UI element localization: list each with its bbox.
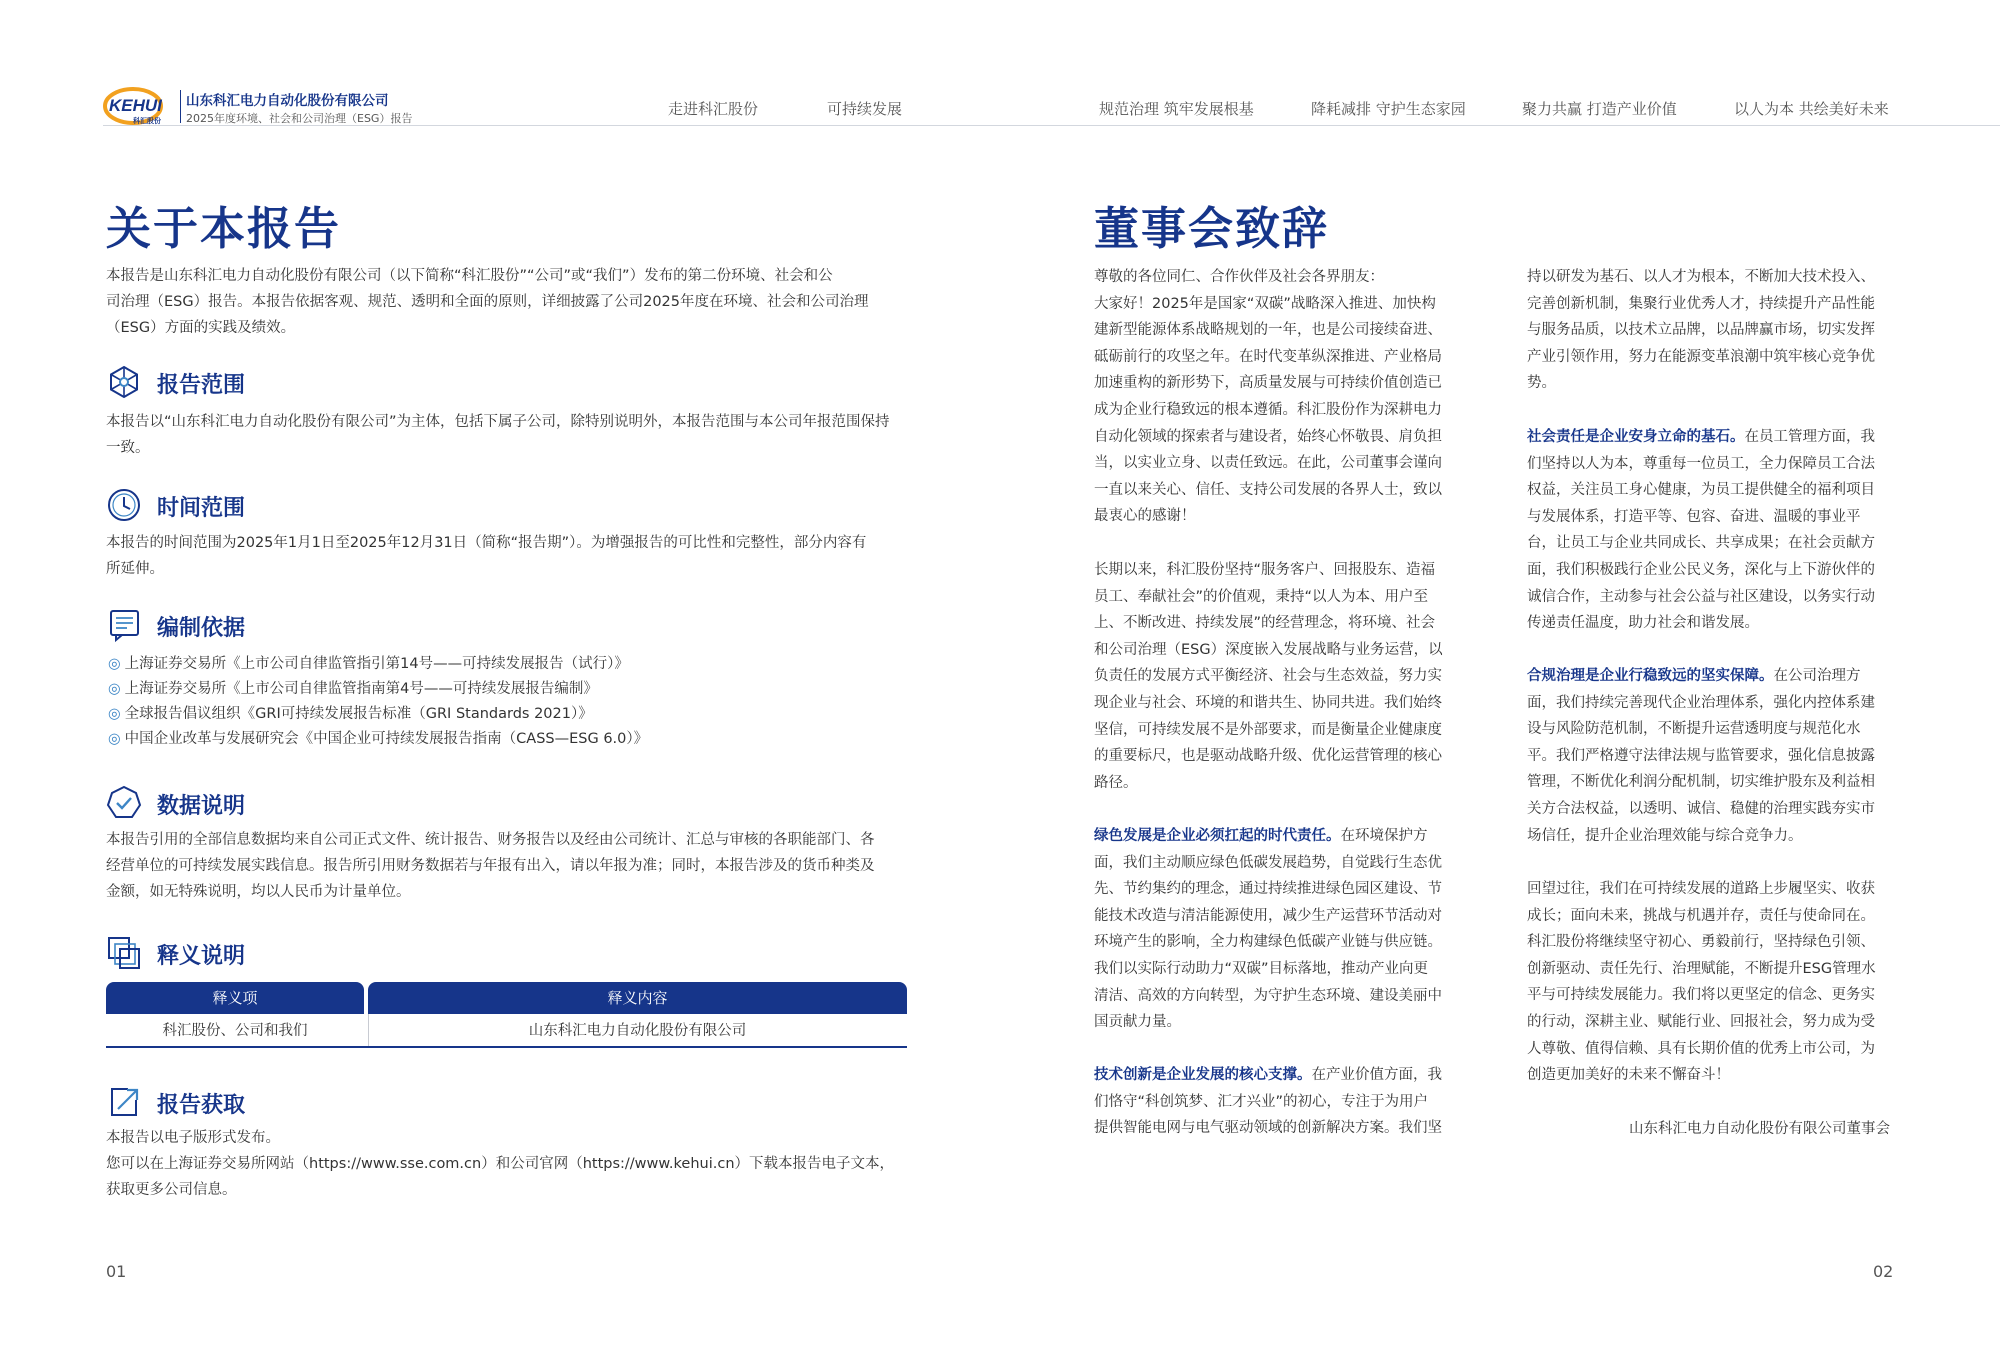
text-line: 面，我们积极践行企业公民义务，深化与上下游伙伴的: [1527, 561, 1875, 578]
text-line: 科汇股份将继续坚守初心、勇毅前行，坚持绿色引领、: [1527, 934, 1875, 951]
text-line: 成长；面向未来，挑战与机遇并存，责任与使命同在。: [1527, 907, 1875, 924]
table-header-definition: 释义内容: [368, 982, 907, 1014]
data-paragraph: [106, 827, 916, 905]
share-icon: [106, 1084, 142, 1120]
ring-bullet-icon: ◎: [108, 731, 121, 747]
definitions-title: 释义说明: [157, 944, 246, 969]
text-line: 建新型能源体系战略规划的一年，也是公司接续奋进、: [1094, 322, 1442, 339]
logo-sub: 科汇股份: [133, 117, 161, 125]
logo-divider: [180, 90, 181, 123]
table-header-term: 释义项: [106, 982, 364, 1014]
text-line: 台，让员工与企业共同成长、共享成果；在社会贡献方: [1527, 535, 1875, 552]
table-cell-term: 科汇股份、公司和我们: [162, 1023, 308, 1039]
text-line: 员工、奉献社会”的价值观，秉持“以人为本、用户至: [1094, 588, 1429, 605]
data-title: 数据说明: [157, 794, 246, 819]
statement-col2-p1: [1527, 264, 1907, 397]
table-bottom-rule: [106, 1046, 907, 1048]
text-line: 权益，关注员工身心健康，为员工提供健全的福利项目: [1527, 482, 1875, 499]
text-line: 面，我们主动顺应绿色低碳发展趋势，自觉践行生态优: [1094, 854, 1442, 871]
text-line: 产业引领作用，努力在能源变革浪潮中筑牢核心竞争优: [1527, 348, 1875, 365]
intro-line: （ESG）方面的实践及绩效。: [106, 320, 296, 336]
access-title: 报告获取: [157, 1093, 246, 1118]
governance-lead: 合规治理是企业行稳致远的坚实保障。: [1527, 668, 1774, 684]
text-line: 最衷心的感谢！: [1094, 508, 1196, 525]
text-line: 坚信，可持续发展不是外部要求，而是衡量企业健康度: [1094, 721, 1442, 738]
text-line: 路径。: [1094, 774, 1138, 791]
nav-industry[interactable]: 聚力共赢 打造产业价值: [1522, 100, 1677, 118]
logo-text: KEHUI: [109, 96, 162, 115]
text-line: 在员工管理方面，我: [1744, 429, 1875, 445]
intro-paragraph: [106, 263, 916, 341]
text-line: 清洁、高效的方向转型，为守护生态环境、建设美丽中: [1094, 987, 1442, 1004]
intro-line: 本报告是山东科汇电力自动化股份有限公司（以下简称“科汇股份”“公司”或“我们”）发布的第二份环境、社会和公: [106, 268, 833, 284]
text-line: 加速重构的新形势下，高质量发展与可持续价值创造已: [1094, 375, 1442, 392]
basis-item: [108, 702, 593, 723]
basis-item: [108, 652, 629, 673]
layers-icon: [106, 935, 142, 971]
green-lead: 绿色发展是企业必须扛起的时代责任。: [1094, 828, 1341, 844]
text-line: 平。我们严格遵守法律法规与监管要求，强化信息披露: [1527, 747, 1875, 764]
statement-col1-p3: [1094, 823, 1474, 1036]
text-line: 传递责任温度，助力社会和谐发展。: [1527, 615, 1759, 632]
nav-sustainability[interactable]: 可持续发展: [827, 100, 903, 118]
data-line: 金额，如无特殊说明，均以人民币为计量单位。: [106, 884, 411, 900]
text-line: 人尊敬、值得信赖、具有长期价值的优秀上市公司，为: [1527, 1040, 1875, 1057]
statement-col1-p1: [1094, 264, 1474, 530]
text-line: 砥砺前行的攻坚之年。在时代变革纵深推进、产业格局: [1094, 348, 1442, 365]
time-line: 所延伸。: [106, 561, 164, 577]
company-title: 山东科汇电力自动化股份有限公司: [186, 93, 389, 109]
basis-item: [108, 677, 598, 698]
time-paragraph: [106, 530, 916, 582]
text-line: 面，我们持续完善现代企业治理体系，强化内控体系建: [1527, 694, 1875, 711]
scope-line: 一致。: [106, 440, 150, 456]
text-line: 能技术改造与清洁能源使用，减少生产运营环节活动对: [1094, 907, 1442, 924]
clock-icon: [106, 487, 142, 523]
text-line: 提供智能电网与电气驱动领域的创新解决方案。我们坚: [1094, 1120, 1442, 1137]
section-access: [106, 1084, 706, 1124]
check-badge-icon: [106, 785, 142, 821]
text-line: 和公司治理（ESG）深度嵌入发展战略与业务运营，以: [1094, 641, 1443, 658]
page-number-right: 02: [1873, 1262, 1894, 1281]
access-line: 获取更多公司信息。: [106, 1182, 237, 1198]
nav-about[interactable]: 走进科汇股份: [668, 100, 759, 118]
time-title: 时间范围: [157, 496, 246, 521]
text-line: 在环境保护方: [1340, 828, 1428, 844]
social-lead: 社会责任是企业安身立命的基石。: [1527, 429, 1745, 445]
page-number-left: 01: [106, 1262, 127, 1281]
text-line: 一直以来关心、信任、支持公司发展的各界人士，致以: [1094, 481, 1442, 498]
access-line[interactable]: 您可以在上海证券交易所网站（https://www.sse.com.cn）和公司官网（https://www.kehui.cn）下载本报告电子文本，: [106, 1156, 895, 1172]
text-line: 国贡献力量。: [1094, 1014, 1181, 1031]
ring-bullet-icon: ◎: [108, 681, 121, 697]
text-line: 现企业与社会、环境的和谐共生、协同共进。我们始终: [1094, 694, 1442, 711]
text-line: 诚信合作，主动参与社会公益与社区建设，以务实行动: [1527, 588, 1875, 605]
text-line: 们坚持以人为本，尊重每一位员工，全力保障员工合法: [1527, 455, 1875, 472]
innovation-lead: 技术创新是企业发展的核心支撑。: [1094, 1067, 1312, 1083]
ring-bullet-icon: ◎: [108, 706, 121, 722]
statement-col2-p2: [1527, 424, 1907, 637]
statement-col1-p2: [1094, 557, 1474, 796]
nav-governance[interactable]: 规范治理 筑牢发展根基: [1099, 100, 1254, 118]
time-line: 本报告的时间范围为2025年1月1日至2025年12月31日（简称“报告期”）。为增强报告的可比性和完整性，部分内容有: [106, 535, 867, 551]
text-line: 当，以实业立身、以责任致远。在此，公司董事会谨向: [1094, 455, 1442, 472]
text-line: 们恪守“科创筑梦、汇才兴业”的初心，专注于为用户: [1094, 1093, 1429, 1110]
text-line: 长期以来，科汇股份坚持“服务客户、回报股东、造福: [1094, 562, 1436, 578]
section-scope: [106, 364, 706, 404]
kehui-logo: [103, 86, 179, 126]
basis-item: [108, 727, 648, 748]
document-icon: [106, 607, 142, 643]
report-subtitle: 2025年度环境、社会和公司治理（ESG）报告: [186, 112, 413, 125]
statement-col2-p4: [1527, 876, 1907, 1089]
text-line: 我们以实际行动助力“双碳”目标落地，推动产业向更: [1094, 960, 1429, 977]
data-line: 本报告引用的全部信息数据均来自公司正式文件、统计报告、财务报告以及经由公司统计、汇总与审核的各职能部门、各: [106, 832, 875, 848]
data-line: 经营单位的可持续发展实践信息。报告所引用财务数据若与年报有出入，请以年报为准；同时，本报告涉及的货币种类及: [106, 858, 875, 874]
table-cell-definition: 山东科汇电力自动化股份有限公司: [528, 1023, 747, 1039]
basis-item-text: 上海证券交易所《上市公司自律监管指引第14号——可持续发展报告（试行）》: [124, 656, 629, 672]
text-line: 完善创新机制，集聚行业优秀人才，持续提升产品性能: [1527, 295, 1875, 312]
text-line: 成为企业行稳致远的根本遵循。科汇股份作为深耕电力: [1094, 401, 1442, 418]
text-line: 环境产生的影响，全力构建绿色低碳产业链与供应链。: [1094, 934, 1442, 951]
text-line: 的行动，深耕主业、赋能行业、回报社会，努力成为受: [1527, 1013, 1875, 1030]
about-report-title: 关于本报告: [106, 202, 342, 255]
text-line: 场信任，提升企业治理效能与综合竞争力。: [1527, 827, 1803, 844]
text-line: 设与风险防范机制，不断提升运营透明度与规范化水: [1527, 721, 1861, 738]
greeting-line: 尊敬的各位同仁、合作伙伴及社会各界朋友：: [1094, 269, 1384, 285]
intro-line: 司治理（ESG）报告。本报告依据客观、规范、透明和全面的原则，详细披露了公司2025年度在环境、社会和公司治理: [106, 294, 869, 310]
board-signature: 山东科汇电力自动化股份有限公司董事会: [1629, 1121, 1890, 1137]
text-line: 关方合法权益，以透明、诚信、稳健的治理实践夯实市: [1527, 800, 1875, 817]
text-line: 的重要标尺，也是驱动战略升级、优化运营管理的核心: [1094, 748, 1442, 765]
report-header: [0, 0, 2000, 127]
text-line: 平与可持续发展能力。我们将以更坚定的信念、更务实: [1527, 987, 1875, 1004]
board-statement-title: 董事会致辞: [1094, 202, 1330, 255]
text-line: 先、节约集约的理念，通过持续推进绿色园区建设、节: [1094, 881, 1442, 898]
text-line: 回望过往，我们在可持续发展的道路上步履坚实、收获: [1527, 881, 1875, 897]
table-divider: [368, 1014, 369, 1046]
basis-title: 编制依据: [157, 616, 246, 641]
network-icon: [106, 364, 142, 400]
nav-people[interactable]: 以人为本 共绘美好未来: [1734, 100, 1889, 118]
statement-col2-p3: [1527, 663, 1907, 849]
statement-col1-p4: [1094, 1062, 1474, 1142]
basis-item-text: 全球报告倡议组织《GRI可持续发展报告标准（GRI Standards 2021）》: [124, 706, 593, 722]
section-time: [106, 487, 706, 527]
section-data: [106, 785, 706, 825]
basis-item-text: 中国企业改革与发展研究会《中国企业可持续发展报告指南（CASS—ESG 6.0）》: [124, 731, 649, 747]
scope-line: 本报告以“山东科汇电力自动化股份有限公司”为主体，包括下属子公司，除特别说明外，本报告范围与本公司年报范围保持: [106, 414, 890, 430]
section-basis: [106, 607, 706, 647]
header-divider: [103, 125, 2000, 126]
text-line: 持以研发为基石、以人才为根本，不断加大技术投入、: [1527, 269, 1875, 285]
text-line: 管理，不断优化利润分配机制，切实维护股东及利益相: [1527, 774, 1875, 791]
text-line: 与发展体系，打造平等、包容、奋进、温暖的事业平: [1527, 508, 1861, 525]
text-line: 大家好！2025年是国家“双碳”战略深入推进、加快构: [1094, 295, 1436, 312]
text-line: 自动化领域的探索者与建设者，始终心怀敬畏、肩负担: [1094, 428, 1442, 445]
access-paragraph: [106, 1125, 926, 1203]
scope-title: 报告范围: [157, 373, 246, 398]
ring-bullet-icon: ◎: [108, 656, 121, 672]
basis-item-text: 上海证券交易所《上市公司自律监管指南第4号——可持续发展报告编制》: [124, 681, 598, 697]
text-line: 上、不断改进、持续发展”的经营理念，将环境、社会: [1094, 615, 1436, 632]
text-line: 创新驱动、责任先行、治理赋能，不断提升ESG管理水: [1527, 960, 1876, 977]
text-line: 在产业价值方面，我: [1311, 1067, 1442, 1083]
scope-paragraph: [106, 409, 916, 461]
section-definitions: [106, 935, 706, 975]
text-line: 负责任的发展方式平衡经济、社会与生态效益，努力实: [1094, 668, 1442, 685]
nav-environment[interactable]: 降耗减排 守护生态家园: [1311, 100, 1466, 118]
text-line: 创造更加美好的未来不懈奋斗！: [1527, 1067, 1730, 1084]
text-line: 势。: [1527, 375, 1556, 392]
text-line: 与服务品质，以技术立品牌，以品牌赢市场，切实发挥: [1527, 322, 1875, 339]
text-line: 在公司治理方: [1773, 668, 1861, 684]
access-line: 本报告以电子版形式发布。: [106, 1130, 280, 1146]
